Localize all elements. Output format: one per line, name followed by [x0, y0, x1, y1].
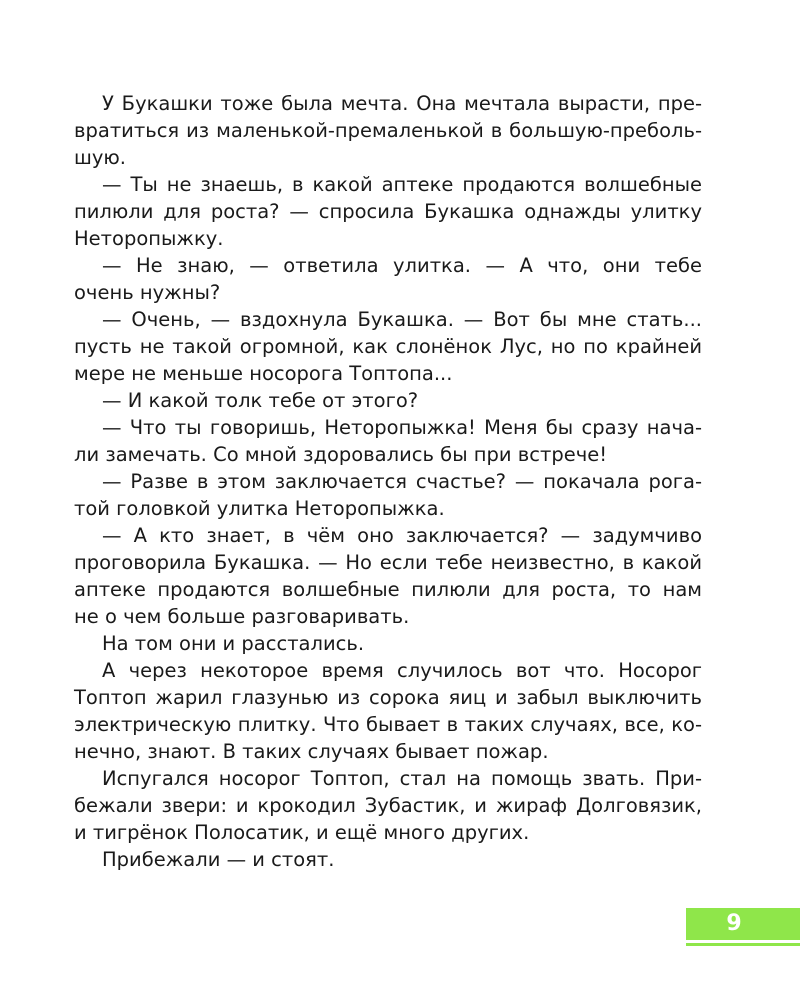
text-line: той головкой улитка Неторопыжка.	[74, 497, 445, 520]
text-line: — Не знаю, — ответила улитка. — А что, они тебе	[102, 254, 702, 277]
text-line: вратиться из маленькой-премаленькой в большую-преболь-	[74, 119, 702, 142]
text-line: — Что ты говоришь, Неторопыжка! Меня бы сразу нача-	[102, 416, 702, 439]
text-line: пилюли для роста? — спросила Букашка однажды улитку	[74, 200, 702, 223]
text-line: Испугался носорог Топтоп, стал на помощь звать. При-	[102, 767, 702, 790]
text-line: не о чем больше разговаривать.	[74, 605, 410, 628]
text-line: Топтоп жарил глазунью из сорока яиц и забыл выключить	[74, 686, 702, 709]
text-line: Прибежали — и стоят.	[102, 848, 335, 871]
text-line: аптеке продаются волшебные пилюли для роста, то нам	[74, 578, 702, 601]
text-line: очень нужны?	[74, 281, 221, 304]
text-line: мере не меньше носорога Топтопа...	[74, 362, 453, 385]
text-line: и тигрёнок Полосатик, и ещё много других.	[74, 821, 530, 844]
text-line: проговорила Букашка. — Но если тебе неизвестно, в какой	[74, 551, 702, 574]
text-line: пусть не такой огромной, как слонёнок Лус, но по крайней	[74, 335, 702, 358]
text-line: — Разве в этом заключается счастье? — покачала рога-	[102, 470, 702, 493]
text-line: — А кто знает, в чём оно заключается? — задумчиво	[102, 524, 702, 547]
text-line: бежали звери: и крокодил Зубастик, и жираф Долговязик,	[74, 794, 702, 817]
text-line: — И какой толк тебе от этого?	[102, 389, 419, 412]
page-number-tab	[686, 908, 800, 940]
text-line: — Очень, — вздохнула Букашка. — Вот бы мне стать...	[102, 308, 702, 331]
text-line: нечно, знают. В таких случаях бывает пожар.	[74, 740, 549, 763]
text-line: На том они и расстались.	[102, 632, 365, 655]
text-line: электрическую плитку. Что бывает в таких случаях, все, ко-	[74, 713, 702, 736]
text-line: шую.	[74, 146, 126, 169]
text-line: — Ты не знаешь, в какой аптеке продаются волшебные	[102, 173, 702, 196]
page-number-underline	[686, 943, 800, 946]
text-line: У Букашки тоже была мечта. Она мечтала вырасти, пре-	[102, 92, 702, 115]
text-line: ли замечать. Со мной здоровались бы при встрече!	[74, 443, 608, 466]
story-text	[74, 90, 702, 873]
text-line: Неторопыжку.	[74, 227, 224, 250]
text-line: А через некоторое время случилось вот что. Носорог	[102, 659, 702, 682]
page-number: 9	[726, 911, 742, 936]
